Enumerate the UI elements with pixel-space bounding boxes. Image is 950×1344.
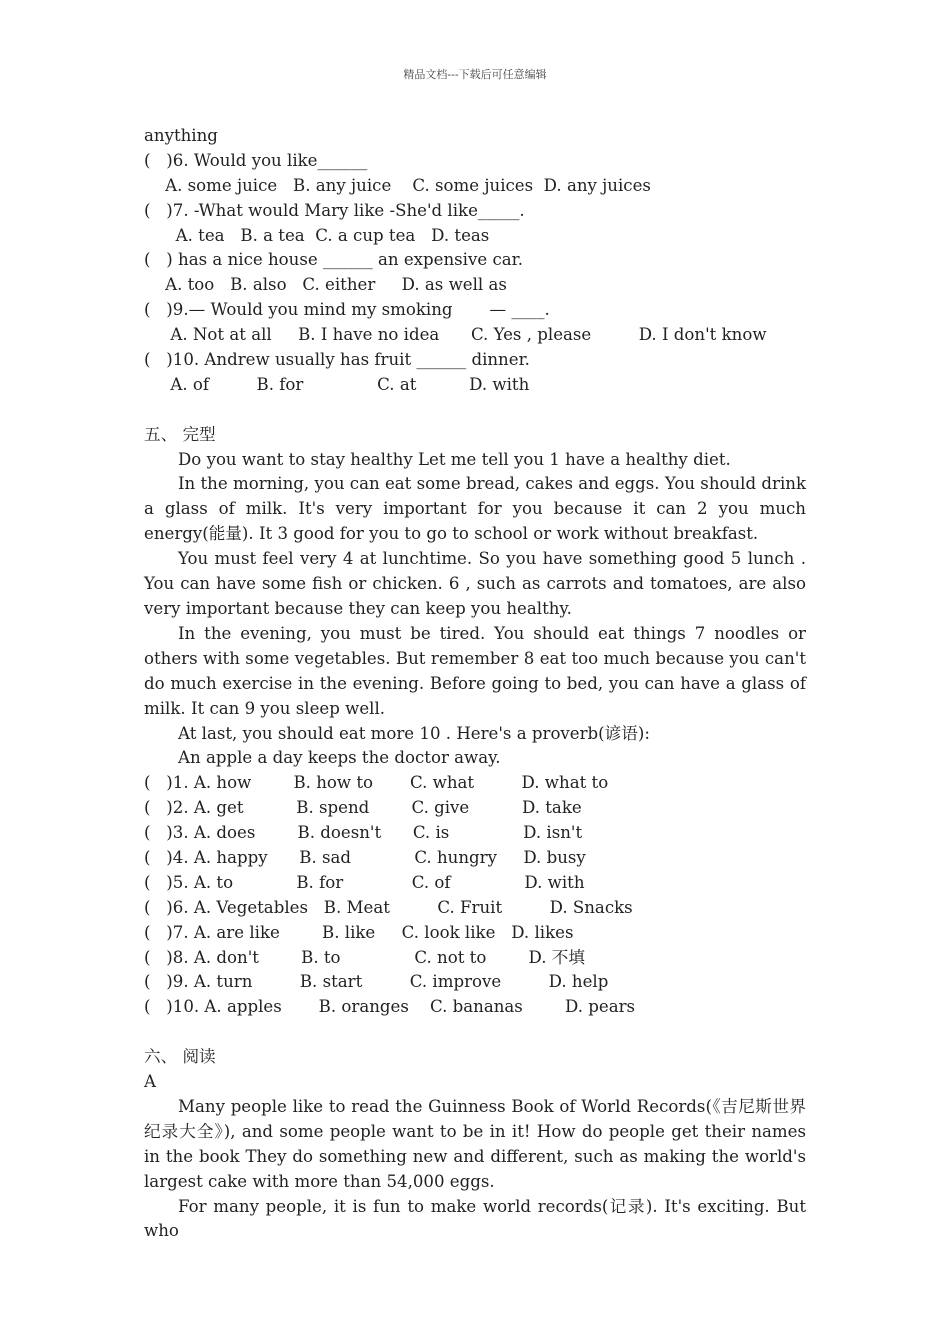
proverb: An apple a day keeps the doctor away. — [178, 748, 501, 768]
mcq-line: A. tea B. a tea C. a cup tea D. teas — [144, 225, 490, 245]
page-header: 精品文档---下载后可任意编辑 — [403, 68, 547, 81]
cloze-question: ( )5. A. to B. for C. of D. with — [144, 872, 585, 892]
cloze-question: ( )1. A. how B. how to C. what D. what to — [144, 773, 609, 793]
mcq-line: ( ) has a nice house ______ an expensive car. — [144, 250, 524, 270]
cloze-question: ( )8. A. don't B. to C. not to D. 不填 — [144, 947, 585, 967]
cloze-paragraph: Do you want to stay healthy Let me tell you 1 have a healthy diet. — [178, 449, 731, 469]
cloze-paragraph: In the evening, you must be tired. You should eat things 7 noodles or others with some vegetables. But remember 8 eat too much because you can't do much exercise in the evening. Before going to bed, you can have a glass of milk. It can 9 you sleep well. — [144, 623, 806, 718]
mcq-line: ( )9.— Would you mind my smoking — ____. — [144, 300, 550, 320]
mcq-line: A. too B. also C. either D. as well as — [144, 275, 507, 295]
cloze-question: ( )2. A. get B. spend C. give D. take — [144, 798, 582, 818]
document-body — [144, 124, 806, 1244]
mcq-line: A. some juice B. any juice C. some juices D. any juices — [144, 175, 651, 195]
reading-section — [144, 1045, 806, 1244]
section-title: 五、 完型 — [144, 424, 216, 444]
cloze-question: ( )3. A. does B. doesn't C. is D. isn't — [144, 823, 583, 843]
cloze-question: ( )9. A. turn B. start C. improve D. help — [144, 972, 609, 992]
mcq-block — [144, 124, 806, 398]
spacer — [144, 398, 806, 423]
cloze-paragraph: At last, you should eat more 10 . Here's a proverb(谚语): — [178, 723, 650, 743]
cloze-question: ( )6. A. Vegetables B. Meat C. Fruit D. Snacks — [144, 897, 633, 917]
cloze-question: ( )10. A. apples B. oranges C. bananas D. pears — [144, 997, 636, 1017]
cloze-paragraph: In the morning, you can eat some bread, cakes and eggs. You should drink a glass of milk. It's very important for you because it can 2 you much energy(能量). It 3 good for you to go to school or work without breakfast. — [144, 474, 806, 544]
mcq-line: ( )7. -What would Mary like -She'd like_____. — [144, 200, 525, 220]
mcq-line: A. of B. for C. at D. with — [144, 374, 530, 394]
mcq-line: anything — [144, 126, 218, 145]
cloze-paragraph: You must feel very 4 at lunchtime. So you have something good 5 lunch . You can have some fish or chicken. 6 , such as carrots and tomatoes, are also very important because they can keep you healthy. — [144, 549, 806, 619]
passage-label: A — [144, 1072, 156, 1092]
section-title: 六、 阅读 — [144, 1047, 216, 1067]
mcq-line: A. Not at all B. I have no idea C. Yes , please D. I don't know — [144, 325, 767, 345]
cloze-question: ( )7. A. are like B. like C. look like D. likes — [144, 922, 574, 942]
spacer — [144, 1020, 806, 1045]
cloze-question: ( )4. A. happy B. sad C. hungry D. busy — [144, 848, 586, 868]
mcq-line: ( )6. Would you like______ — [144, 150, 368, 170]
cloze-section — [144, 423, 806, 1021]
reading-paragraph: Many people like to read the Guinness Book of World Records(《吉尼斯世界纪录大全》), and some people want to be in it! How do people get their names in the book They do something new and different, such as making the world's largest cake with more than 54,000 eggs. — [144, 1096, 806, 1191]
reading-paragraph: For many people, it is fun to make world records(记录). It's exciting. But who — [144, 1196, 806, 1241]
mcq-line: ( )10. Andrew usually has fruit ______ dinner. — [144, 350, 530, 370]
